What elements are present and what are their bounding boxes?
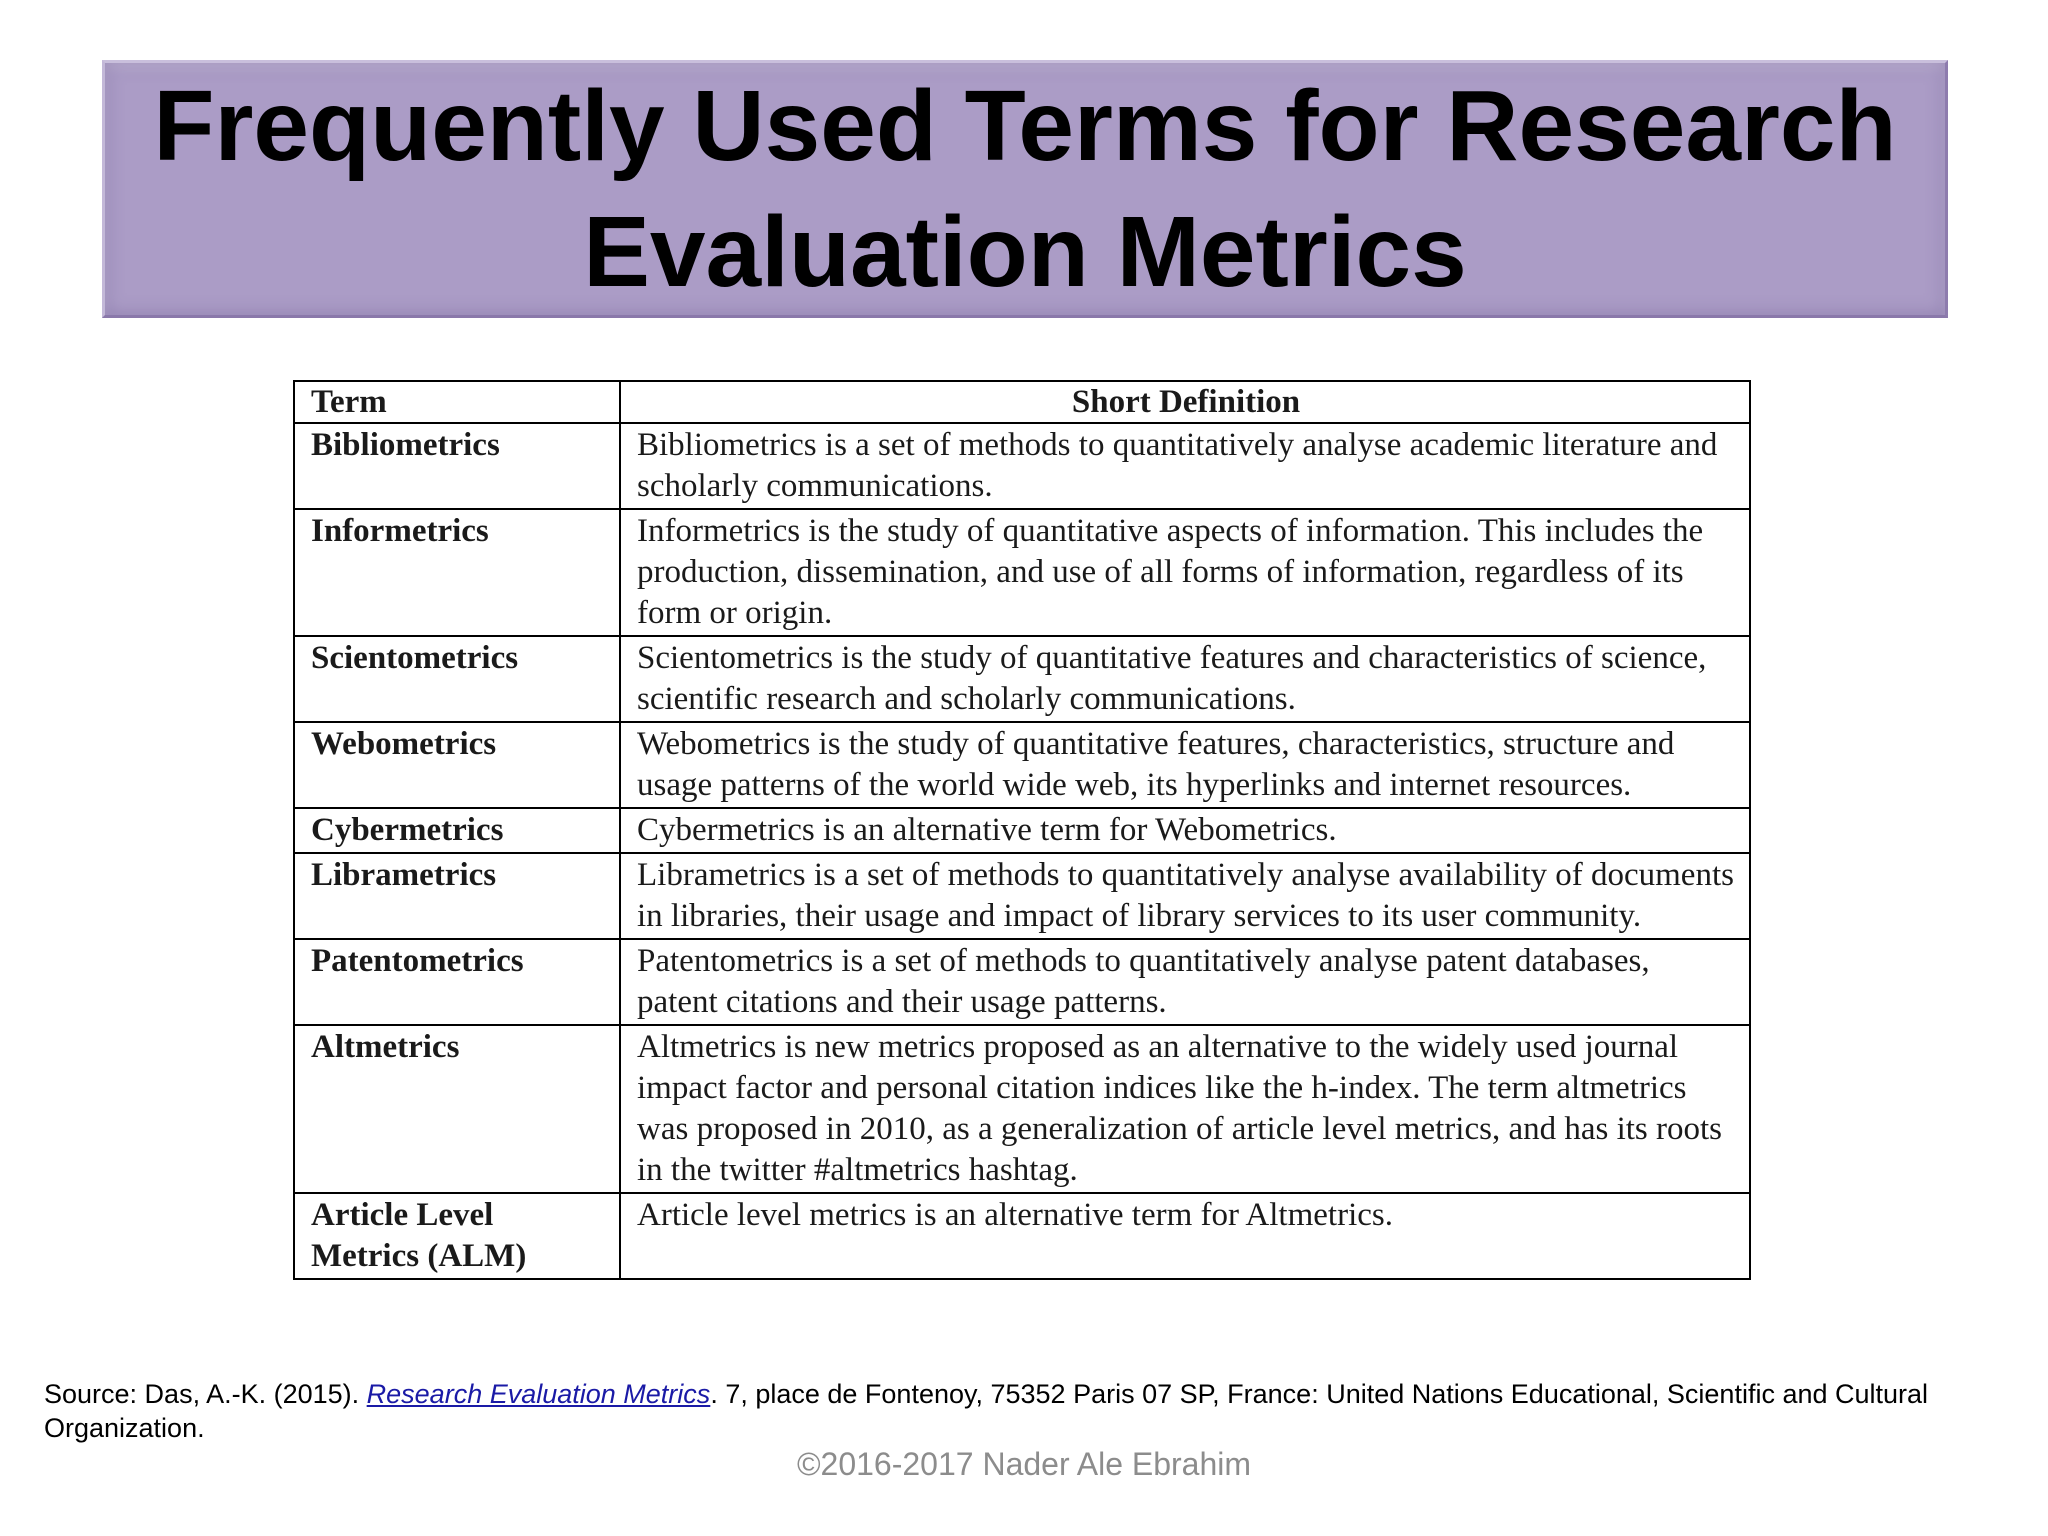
source-citation bbox=[44, 1377, 2004, 1445]
term-cell: Article Level Metrics (ALM) bbox=[294, 1193, 620, 1279]
definition-cell: Cybermetrics is an alternative term for Webometrics. bbox=[620, 808, 1750, 853]
table-row bbox=[294, 722, 1750, 808]
definition-cell: Bibliometrics is a set of methods to quantitatively analyse academic literature and scholarly communications. bbox=[620, 423, 1750, 509]
term-cell: Librametrics bbox=[294, 853, 620, 939]
table-row bbox=[294, 636, 1750, 722]
table-row bbox=[294, 1025, 1750, 1193]
table-row bbox=[294, 939, 1750, 1025]
definition-cell: Librametrics is a set of methods to quantitatively analyse availability of documents in libraries, their usage and impact of library services to its user community. bbox=[620, 853, 1750, 939]
table-row bbox=[294, 808, 1750, 853]
source-suffix: . 7, place de Fontenoy, 75352 Paris 07 SP, France: United Nations Educational, Scientific and Cultural Organization. bbox=[44, 1379, 1929, 1443]
copyright-footer: ©2016-2017 Nader Ale Ebrahim bbox=[796, 1446, 1252, 1482]
header-short-definition: Short Definition bbox=[620, 381, 1750, 423]
definition-cell: Altmetrics is new metrics proposed as an alternative to the widely used journal impact factor and personal citation indices like the h-index. The term altmetrics was proposed in 2010, as a generalization of article level metrics, and has its roots in the twitter #altmetrics hashtag. bbox=[620, 1025, 1750, 1193]
source-prefix: Source: Das, A.-K. (2015). bbox=[44, 1379, 367, 1409]
term-cell: Altmetrics bbox=[294, 1025, 620, 1193]
term-cell: Scientometrics bbox=[294, 636, 620, 722]
terms-table bbox=[293, 380, 1751, 1280]
table-row bbox=[294, 509, 1750, 636]
definition-cell: Scientometrics is the study of quantitative features and characteristics of science, scientific research and scholarly communications. bbox=[620, 636, 1750, 722]
term-cell: Webometrics bbox=[294, 722, 620, 808]
definition-cell: Article level metrics is an alternative term for Altmetrics. bbox=[620, 1193, 1750, 1279]
table-header-row bbox=[294, 381, 1750, 423]
term-cell: Patentometrics bbox=[294, 939, 620, 1025]
term-cell: Informetrics bbox=[294, 509, 620, 636]
term-cell: Bibliometrics bbox=[294, 423, 620, 509]
title-banner bbox=[102, 60, 1948, 318]
term-cell: Cybermetrics bbox=[294, 808, 620, 853]
table-row bbox=[294, 1193, 1750, 1279]
definition-cell: Webometrics is the study of quantitative features, characteristics, structure and usage patterns of the world wide web, its hyperlinks and internet resources. bbox=[620, 722, 1750, 808]
table-row bbox=[294, 423, 1750, 509]
definition-cell: Patentometrics is a set of methods to quantitatively analyse patent databases, patent citations and their usage patterns. bbox=[620, 939, 1750, 1025]
slide-title: Frequently Used Terms for Research Evaluation Metrics bbox=[153, 70, 1897, 308]
table-row bbox=[294, 853, 1750, 939]
definition-cell: Informetrics is the study of quantitative aspects of information. This includes the production, dissemination, and use of all forms of information, regardless of its form or origin. bbox=[620, 509, 1750, 636]
source-link[interactable]: Research Evaluation Metrics bbox=[366, 1379, 711, 1409]
header-term: Term bbox=[294, 381, 620, 423]
